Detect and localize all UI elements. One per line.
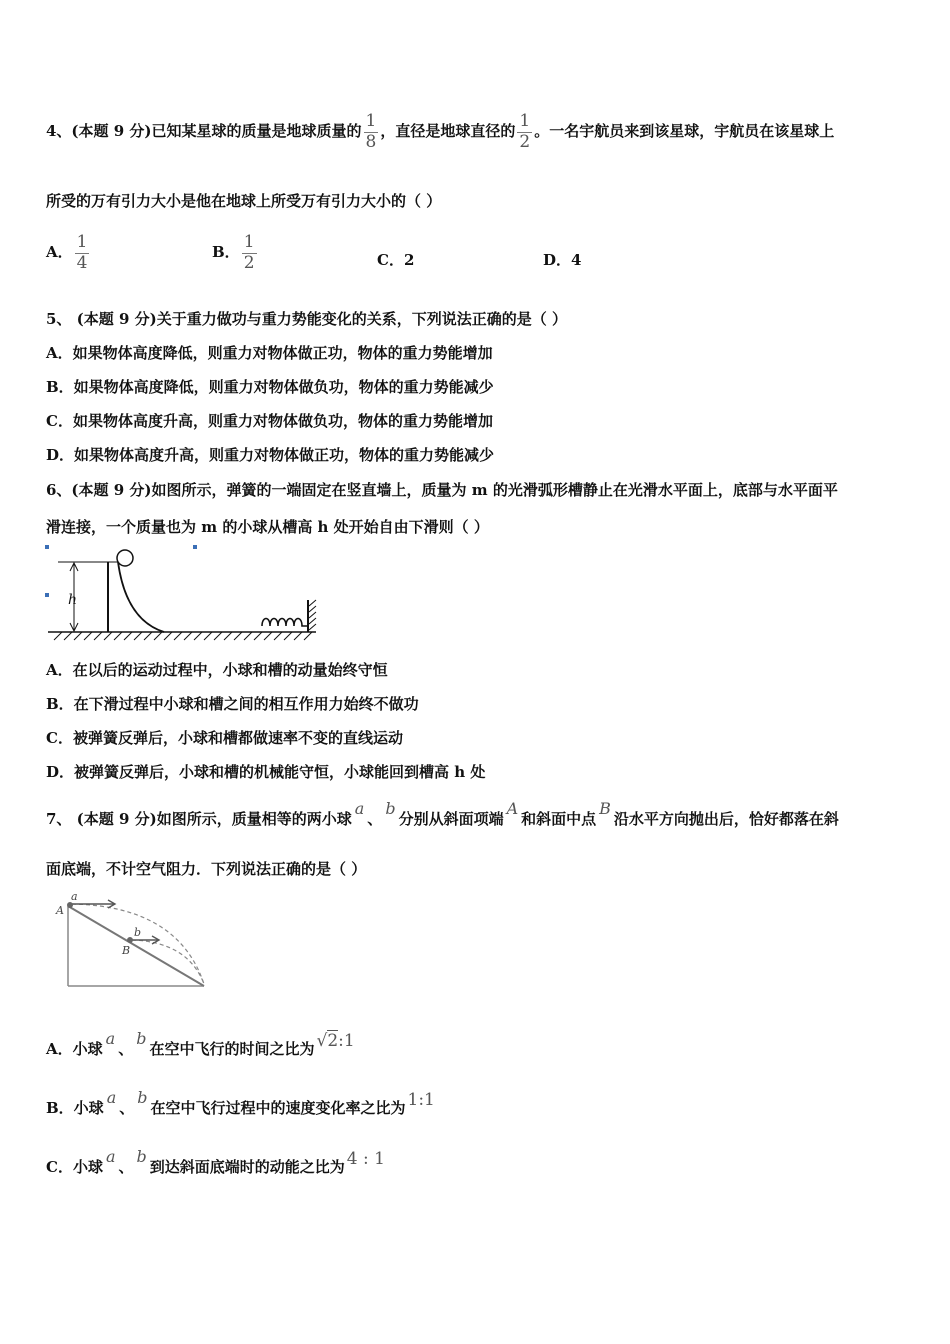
var-B: B: [599, 799, 611, 818]
q5-option-c: C．如果物体高度升高，则重力对物体做负功，物体的重力势能增加: [46, 412, 493, 430]
selection-handle: [45, 593, 49, 597]
q4-option-c: C．2: [377, 251, 415, 269]
ball: [117, 550, 133, 566]
q6-line1: 6、(本题 9 分)如图所示，弹簧的一端固定在竖直墙上，质量为 m 的光滑弧形槽静止在光滑水平面上，底部与水平面平: [46, 481, 838, 499]
label-b: b: [134, 926, 142, 939]
q7-line2: 面底端，不计空气阻力．下列说法正确的是（ ）: [46, 860, 367, 878]
trajectory-a: [72, 904, 204, 984]
height-label: h: [68, 592, 78, 608]
trajectory-b: [132, 940, 204, 984]
q4-option-b: B． $\frac{1}{2}$: [212, 232, 255, 273]
q4-mid: ，直径是地球直径的: [380, 122, 516, 141]
spring: [262, 619, 308, 627]
q4-fraction-2: $\frac{1}{2}$: [519, 111, 531, 152]
ground-hatching: [54, 632, 312, 640]
sqrt-ratio: √2:1: [316, 1031, 355, 1051]
q7-option-b: B．小球a、b在空中飞行过程中的速度变化率之比为 1:1: [46, 1088, 435, 1117]
q7-figure: [52, 890, 212, 994]
q6-option-d: D．被弹簧反弹后，小球和槽的机械能守恒，小球能回到槽高 h 处: [46, 763, 486, 781]
q5-option-d: D．如果物体高度升高，则重力对物体做正功，物体的重力势能减少: [46, 446, 495, 464]
q4-tail: 。一名宇航员来到该星球，宇航员在该星球上: [534, 122, 835, 141]
q7-option-c: C．小球a、b到达斜面底端时的动能之比为 4 : 1: [46, 1147, 385, 1176]
trough-arc: [118, 562, 164, 632]
selection-handle: [45, 545, 49, 549]
label-a: a: [71, 890, 78, 903]
q6-figure: [44, 544, 324, 644]
q4-option-d: D．4: [543, 251, 582, 269]
wall-hatching: [309, 600, 316, 630]
label-A: A: [56, 904, 64, 917]
var-A: A: [506, 799, 519, 818]
var-a: a: [354, 799, 365, 818]
q7-line1: 7、 (本题 9 分)如图所示，质量相等的两小球a、b分别从斜面项端A和斜面中点B沿水平方向抛出后，恰好都落在斜: [46, 799, 839, 828]
q4-lead: 4、(本题 9 分)已知某星球的质量是地球质量的: [46, 122, 362, 141]
var-b: b: [385, 799, 396, 818]
q4-option-a: A． $\frac{1}{4}$: [46, 232, 88, 273]
q5-stem: 5、 (本题 9 分)关于重力做功与重力势能变化的关系，下列说法正确的是（ ）: [46, 310, 567, 328]
q6-option-b: B．在下滑过程中小球和槽之间的相互作用力始终不做功: [46, 695, 419, 713]
label-B: B: [122, 944, 131, 957]
q5-option-a: A．如果物体高度降低，则重力对物体做正功，物体的重力势能增加: [46, 344, 493, 362]
q6-option-a: A．在以后的运动过程中，小球和槽的动量始终守恒: [46, 661, 388, 679]
q6-option-c: C．被弹簧反弹后，小球和槽都做速率不变的直线运动: [46, 729, 403, 747]
q7-option-a: A．小球a、b在空中飞行的时间之比为 √2:1: [46, 1029, 355, 1058]
selection-handle: [193, 545, 197, 549]
q5-option-b: B．如果物体高度降低，则重力对物体做负功，物体的重力势能减少: [46, 378, 494, 396]
q4-line1: [46, 112, 834, 152]
q6-line2: 滑连接，一个质量也为 m 的小球从槽高 h 处开始自由下滑则（ ）: [46, 518, 489, 536]
q4-line2: 所受的万有引力大小是他在地球上所受万有引力大小的（ ）: [46, 192, 442, 210]
q4-fraction-1: $\frac{1}{8}$: [365, 111, 377, 152]
ball-b: [127, 937, 133, 943]
